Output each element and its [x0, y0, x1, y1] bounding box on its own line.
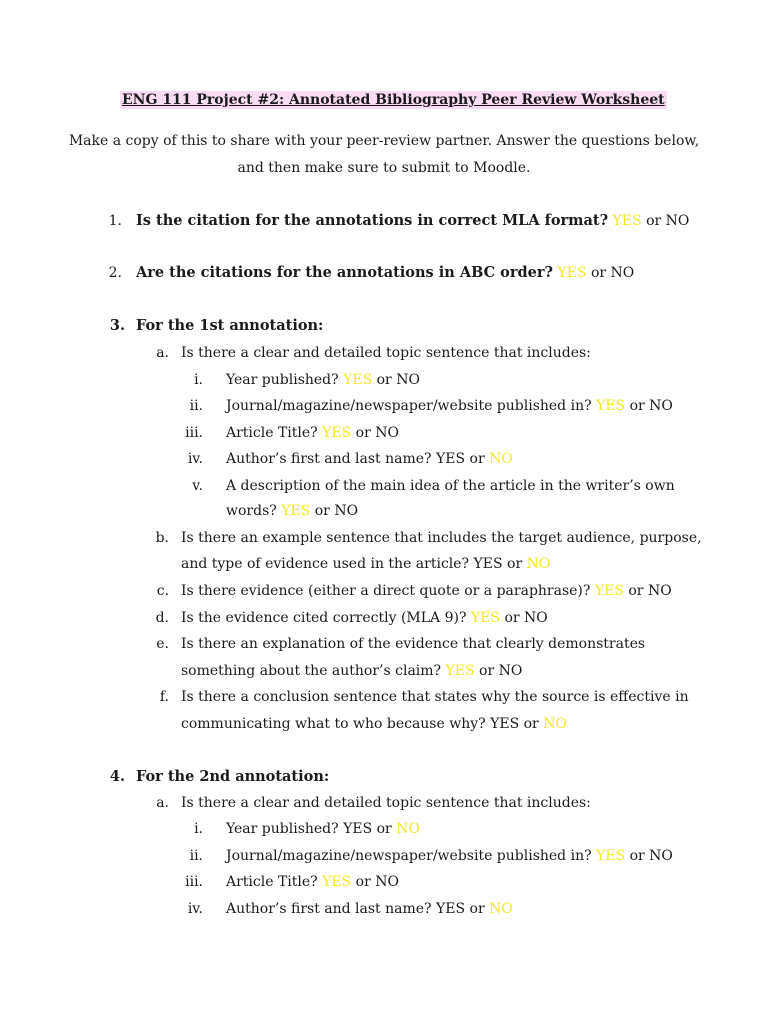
q3-f-no: NO — [543, 716, 567, 732]
q3-v-no: NO — [334, 503, 359, 519]
intro-line-1: Make a copy of this to share with your peer-review partner. Answer the questions below, — [68, 133, 700, 149]
q3-number: 3. — [109, 317, 125, 334]
q3-ii-or: or — [629, 398, 645, 414]
q3-ii-text: Journal/magazine/newspaper/website published in? — [226, 398, 592, 414]
q3-e-no: NO — [498, 663, 523, 679]
q3-d-text: Is the evidence cited correctly (MLA 9)? — [181, 610, 467, 626]
q3-v-or: or — [314, 503, 330, 519]
q3-f-yes: YES — [490, 716, 520, 732]
q3-e-line1: Is there an explanation of the evidence that clearly demonstrates — [181, 636, 646, 652]
q3-d-no: NO — [524, 610, 548, 626]
q1-number: 1. — [108, 213, 122, 229]
q3-a-text: Is there a clear and detailed topic sentence that includes: — [181, 345, 591, 361]
q2-text: Are the citations for the annotations in ABC order? — [136, 264, 553, 281]
q4-number: 4. — [109, 768, 125, 785]
q1-line — [136, 212, 689, 229]
q3-i-label: i. — [194, 372, 203, 388]
q3-b-line1: Is there an example sentence that includes the target audience, purpose, — [181, 530, 702, 546]
q4-i-no: NO — [396, 821, 420, 837]
q3-c-no: NO — [647, 583, 672, 599]
q3-e-text: something about the author’s claim? — [181, 663, 442, 679]
q3-iv-label: iv. — [187, 451, 203, 467]
q4-iv-no: NO — [489, 901, 513, 917]
q3-b-text: and type of evidence used in the article? — [181, 556, 470, 572]
q3-b-yes: YES — [473, 556, 503, 572]
q3-b-line2 — [181, 556, 550, 572]
q3-e-line2 — [181, 663, 522, 679]
q4-iv-yes: YES — [436, 901, 466, 917]
q3-c-line — [181, 583, 672, 599]
q4-i-label: i. — [194, 821, 203, 837]
q3-d-line — [181, 610, 548, 626]
q3-v-line2 — [226, 503, 358, 519]
q3-i-no: NO — [396, 372, 420, 388]
q2-number: 2. — [108, 265, 122, 281]
q3-iv-line — [226, 451, 513, 467]
q3-iv-no: NO — [489, 451, 513, 467]
q4-iii-no: NO — [375, 874, 399, 890]
q3-ii-label: ii. — [189, 398, 203, 414]
q3-i-text: Year published? — [226, 372, 339, 388]
q3-v-text: words? — [226, 503, 277, 519]
q3-iii-yes: YES — [322, 425, 352, 441]
q3-f-line2 — [181, 716, 567, 732]
q4-iii-yes: YES — [322, 874, 352, 890]
q3-c-or: or — [628, 583, 644, 599]
q3-d-or: or — [504, 610, 520, 626]
q3-iv-text: Author’s first and last name? — [226, 451, 432, 467]
intro-line-2: and then make sure to submit to Moodle. — [237, 160, 531, 176]
q4-iv-or: or — [469, 901, 485, 917]
q3-v-yes: YES — [281, 503, 311, 519]
q4-iv-text: Author’s first and last name? — [226, 901, 432, 917]
q1-or: or — [646, 213, 662, 229]
q3-c-text: Is there evidence (either a direct quote or a paraphrase)? — [181, 583, 591, 599]
q4-ii-line — [226, 848, 673, 864]
q4-a-text: Is there a clear and detailed topic sentence that includes: — [181, 795, 591, 811]
q4-ii-text: Journal/magazine/newspaper/website published in? — [226, 848, 592, 864]
q4-iii-or: or — [355, 874, 371, 890]
q4-heading: For the 2nd annotation: — [136, 768, 330, 785]
q3-i-line — [226, 372, 420, 388]
q3-iii-text: Article Title? — [226, 425, 318, 441]
q1-no: NO — [665, 213, 690, 229]
q4-iii-line — [226, 874, 399, 890]
q4-i-yes: YES — [343, 821, 373, 837]
q3-e-label: e. — [156, 636, 169, 652]
q2-yes: YES — [557, 265, 587, 281]
q4-iv-label: iv. — [187, 901, 203, 917]
q2-line — [136, 264, 634, 281]
q2-no: NO — [610, 265, 635, 281]
q3-iii-or: or — [355, 425, 371, 441]
q4-ii-no: NO — [649, 848, 673, 864]
q3-iii-label: iii. — [185, 425, 203, 441]
q3-iv-yes: YES — [436, 451, 466, 467]
q4-ii-label: ii. — [189, 848, 203, 864]
q2-or: or — [590, 265, 607, 281]
q3-v-label: v. — [192, 478, 203, 494]
q4-iv-line — [226, 901, 513, 917]
q3-iii-no: NO — [375, 425, 399, 441]
q3-f-or: or — [523, 716, 539, 732]
q3-heading: For the 1st annotation: — [136, 317, 324, 334]
q1-yes: YES — [612, 213, 642, 229]
q3-b-or: or — [507, 556, 523, 572]
q3-f-line1: Is there a conclusion sentence that states why the source is effective in — [181, 689, 689, 705]
q3-b-no: NO — [526, 556, 551, 572]
q3-v-line1: A description of the main idea of the article in the writer’s own — [226, 478, 675, 494]
page-title: ENG 111 Project #2: Annotated Bibliography Peer Review Worksheet — [122, 92, 665, 108]
q4-iii-text: Article Title? — [226, 874, 318, 890]
q4-i-line — [226, 821, 420, 837]
q3-c-yes: YES — [594, 583, 624, 599]
q3-iv-or: or — [469, 451, 485, 467]
q4-i-or: or — [376, 821, 392, 837]
q3-a-label: a. — [156, 345, 169, 361]
q4-a-label: a. — [156, 795, 169, 811]
q3-f-label: f. — [159, 689, 169, 705]
q3-ii-yes: YES — [596, 398, 626, 414]
q3-i-or: or — [376, 372, 392, 388]
q3-e-yes: YES — [445, 663, 475, 679]
q4-i-text: Year published? — [226, 821, 339, 837]
q3-f-text: communicating what to who because why? — [181, 716, 486, 732]
q4-iii-label: iii. — [185, 874, 203, 890]
q3-b-label: b. — [155, 530, 169, 546]
q4-ii-or: or — [629, 848, 645, 864]
q3-ii-no: NO — [649, 398, 673, 414]
q3-iii-line — [226, 425, 399, 441]
q4-ii-yes: YES — [596, 848, 626, 864]
q3-e-or: or — [479, 663, 495, 679]
q3-i-yes: YES — [343, 372, 373, 388]
q3-c-label: c. — [156, 583, 169, 599]
q3-ii-line — [226, 398, 673, 414]
q3-d-label: d. — [155, 610, 169, 626]
q1-text: Is the citation for the annotations in correct MLA format? — [136, 212, 609, 229]
q3-d-yes: YES — [470, 610, 500, 626]
